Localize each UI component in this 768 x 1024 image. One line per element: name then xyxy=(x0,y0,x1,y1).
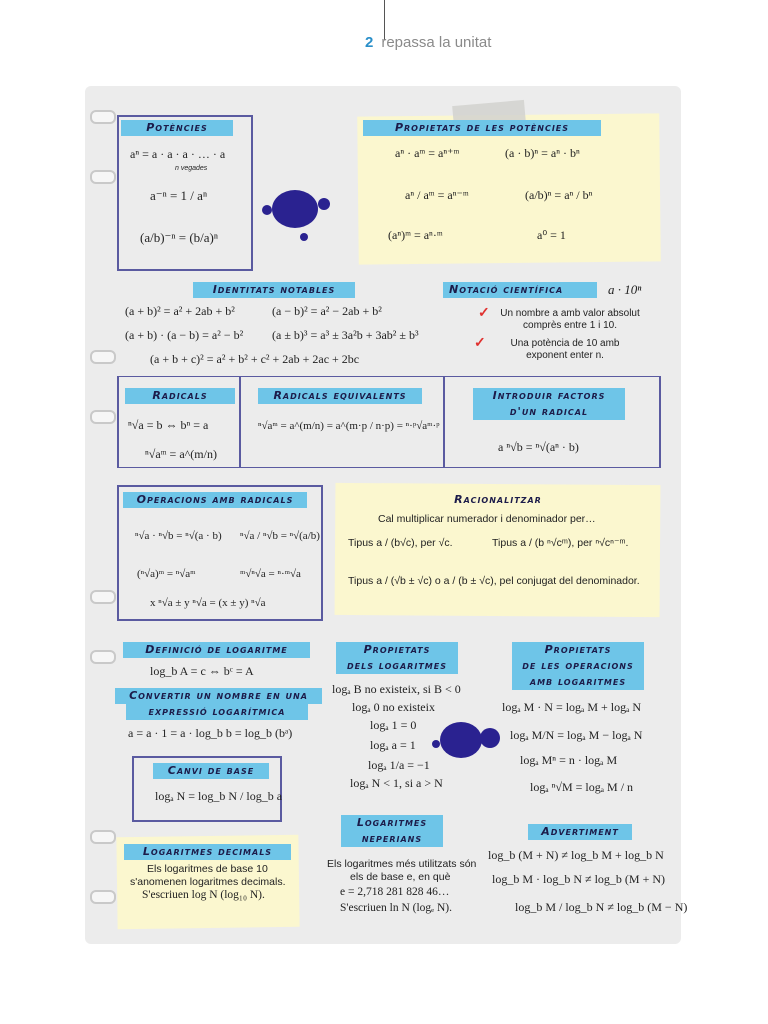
prop-operacions-3: logₐ Mⁿ = n · logₐ M xyxy=(520,753,618,767)
racionalitzar-tipus-3: Tipus a / (√b ± √c) o a / (b ± √c), pel conjugat del denominador. xyxy=(348,575,640,587)
radicals-equivalents-formula: ⁿ√aᵐ = a^(m/n) = a^(m·p / n·p) = ⁿ·ᵖ√aᵐ·ᵖ xyxy=(258,420,440,432)
racionalitzar-tipus-2: Tipus a / (b ⁿ√cᵐ), per ⁿ√cⁿ⁻ᵐ. xyxy=(492,537,629,549)
notacio-label: Notació científica xyxy=(443,282,597,298)
potencies-label: Potències xyxy=(121,120,233,136)
definicio-log-formula: log_b A = c ⇔ bᶜ = A xyxy=(150,664,254,678)
propietats-log-5: logₐ 1/a = −1 xyxy=(368,758,430,772)
ink-splat xyxy=(440,722,482,758)
ring-hole xyxy=(90,830,116,844)
prop-pot-formula-1: aⁿ · aᵐ = aⁿ⁺ᵐ xyxy=(395,146,460,160)
introduir-label-2: d'un radical xyxy=(473,404,625,420)
radicals-label: Radicals xyxy=(125,388,235,404)
potencies-subtext: n vegades xyxy=(175,165,208,172)
propietats-log-4: logₐ a = 1 xyxy=(370,738,416,752)
log-decimals-text-3: S'escriuen log N (log₁₀ N). xyxy=(142,889,265,901)
prop-operacions-label-1: Propietats xyxy=(512,642,644,658)
ring-hole xyxy=(90,170,116,184)
ring-hole xyxy=(90,590,116,604)
check-icon: ✓ xyxy=(478,304,490,320)
ink-drop xyxy=(480,728,500,748)
prop-operacions-1: logₐ M · N = logₐ M + logₐ N xyxy=(502,700,642,714)
propietats-log-2: logₐ 0 no existeix xyxy=(352,700,435,714)
canvi-base-label: Canvi de base xyxy=(153,763,269,779)
prop-operacions-2: logₐ M/N = logₐ M − logₐ N xyxy=(510,728,643,742)
identitats-formula-3: (a + b) · (a − b) = a² − b² xyxy=(125,328,244,342)
notacio-item-2: Una potència de 10 amb exponent enter n. xyxy=(510,338,620,361)
operacions-radicals-label: Operacions amb radicals xyxy=(123,492,307,508)
propietats-log-label-2: dels logaritmes xyxy=(336,658,458,674)
racionalitzar-label: Racionalitzar xyxy=(454,493,542,506)
prop-pot-formula-2: (a · b)ⁿ = aⁿ · bⁿ xyxy=(505,146,580,160)
log-neperians-text-4: S'escriuen ln N (logₑ N). xyxy=(340,902,453,914)
potencies-formula-3: (a/b)⁻ⁿ = (b/a)ⁿ xyxy=(140,230,218,245)
divider xyxy=(239,376,241,468)
ink-drop xyxy=(262,205,272,215)
log-decimals-text-2: s'anomenen logaritmes decimals. xyxy=(130,876,286,888)
log-neperians-text-3: e = 2,718 281 828 46… xyxy=(340,886,450,898)
propietats-log-3: logₐ 1 = 0 xyxy=(370,718,417,732)
ring-hole xyxy=(90,650,116,664)
prop-pot-formula-4: (a/b)ⁿ = aⁿ / bⁿ xyxy=(525,188,593,202)
ring-hole xyxy=(90,110,116,124)
convertir-formula: a = a · 1 = a · log_b b = log_b (bᵃ) xyxy=(128,726,293,740)
log-neperians-label-1: Logaritmes xyxy=(341,815,443,831)
op-rad-formula-3: (ⁿ√a)ᵐ = ⁿ√aᵐ xyxy=(137,568,196,580)
prop-pot-formula-6: a⁰ = 1 xyxy=(537,228,566,242)
racionalitzar-tipus-1: Tipus a / (b√c), per √c. xyxy=(348,537,453,549)
notacio-item-1: Un nombre a amb valor absolut comprès entre 1 i 10. xyxy=(500,308,640,331)
op-rad-formula-1: ⁿ√a · ⁿ√b = ⁿ√(a · b) xyxy=(135,530,222,542)
propietats-log-label-1: Propietats xyxy=(336,642,458,658)
convertir-label-1: Convertir un nombre en una xyxy=(115,688,322,704)
log-decimals-label: Logaritmes decimals xyxy=(124,844,291,860)
potencies-formula-1: aⁿ = a · a · a · … · a xyxy=(130,147,226,161)
prop-pot-formula-3: aⁿ / aᵐ = aⁿ⁻ᵐ xyxy=(405,188,469,202)
convertir-label-2: expressió logarítmica xyxy=(126,704,308,720)
identitats-formula-1: (a + b)² = a² + 2ab + b² xyxy=(125,304,235,318)
check-icon: ✓ xyxy=(474,334,486,350)
ink-drop xyxy=(432,740,440,748)
introduir-label-1: Introduir factors xyxy=(473,388,625,404)
introduir-formula: a ⁿ√b = ⁿ√(aⁿ · b) xyxy=(498,440,579,454)
log-neperians-label-2: neperians xyxy=(341,831,443,847)
identitats-formula-2: (a − b)² = a² − 2ab + b² xyxy=(272,304,382,318)
unit-title: repassa la unitat xyxy=(381,34,492,51)
op-rad-formula-2: ⁿ√a / ⁿ√b = ⁿ√(a/b) xyxy=(240,530,320,542)
ring-hole xyxy=(90,890,116,904)
ink-splat xyxy=(272,190,318,228)
propietats-potencies-label: Propietats de les potències xyxy=(363,120,601,136)
unit-header xyxy=(365,34,491,51)
identitats-formula-4: (a ± b)³ = a³ ± 3a²b + 3ab² ± b³ xyxy=(272,328,419,342)
prop-operacions-4: logₐ ⁿ√M = logₐ M / n xyxy=(530,780,634,794)
radicals-formula-2: ⁿ√aᵐ = a^(m/n) xyxy=(145,447,217,461)
advertiment-label: Advertiment xyxy=(528,824,632,840)
advertiment-2: log_b M · log_b N ≠ log_b (M + N) xyxy=(492,872,666,886)
propietats-log-6: logₐ N < 1, si a > N xyxy=(350,776,443,790)
notacio-expression: a · 10ⁿ xyxy=(608,282,642,297)
racionalitzar-intro: Cal multiplicar numerador i denominador per… xyxy=(378,513,596,525)
divider xyxy=(443,376,445,468)
identitats-formula-5: (a + b + c)² = a² + b² + c² + 2ab + 2ac + 2bc xyxy=(150,352,360,366)
radicals-formula-1: ⁿ√a = b ⇔ bⁿ = a xyxy=(128,418,209,432)
propietats-log-1: logₐ B no existeix, si B < 0 xyxy=(332,682,461,696)
ring-hole xyxy=(90,410,116,424)
log-neperians-text-2: els de base e, en què xyxy=(350,871,451,883)
prop-operacions-label-2: de les operacions xyxy=(512,658,644,674)
radicals-equivalents-label: Radicals equivalents xyxy=(258,388,422,404)
op-rad-formula-5: x ⁿ√a ± y ⁿ√a = (x ± y) ⁿ√a xyxy=(150,597,266,609)
ink-drop xyxy=(318,198,330,210)
prop-operacions-label-3: amb logaritmes xyxy=(512,674,644,690)
log-decimals-text-1: Els logaritmes de base 10 xyxy=(147,863,268,875)
advertiment-3: log_b M / log_b N ≠ log_b (M − N) xyxy=(515,900,688,914)
log-neperians-text-1: Els logaritmes més utilitzats són xyxy=(327,858,477,870)
canvi-base-formula: logₐ N = log_b N / log_b a xyxy=(155,789,283,803)
prop-pot-formula-5: (aⁿ)ᵐ = aⁿ·ᵐ xyxy=(388,228,443,242)
unit-number: 2 xyxy=(365,34,374,51)
identitats-label: Identitats notables xyxy=(193,282,355,298)
advertiment-1: log_b (M + N) ≠ log_b M + log_b N xyxy=(488,848,664,862)
potencies-formula-2: a⁻ⁿ = 1 / aⁿ xyxy=(150,188,208,203)
definicio-log-label: Definició de logaritme xyxy=(123,642,310,658)
ink-drop xyxy=(300,233,308,241)
ring-hole xyxy=(90,350,116,364)
op-rad-formula-4: ᵐ√ⁿ√a = ⁿ·ᵐ√a xyxy=(240,568,301,580)
